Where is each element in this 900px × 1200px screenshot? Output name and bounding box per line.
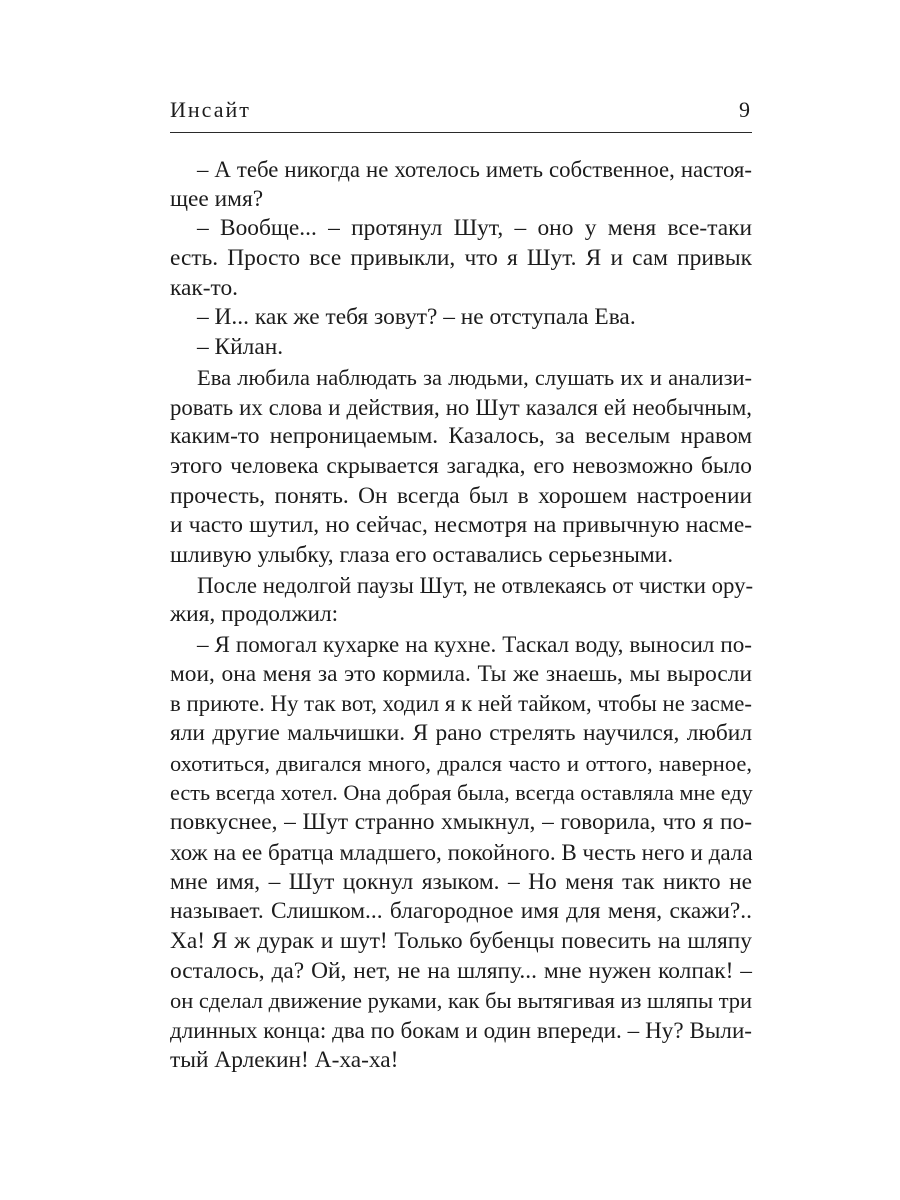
text-line: называет. Слишком... благородное имя для меня, скажи?..	[170, 898, 752, 925]
page-number: 9	[739, 97, 750, 122]
text-line: каким-то непроницаемым. Казалось, за веселым нравом	[170, 423, 752, 450]
text-line: длинных конца: два по бокам и один впереди. – Ну? Выли-	[170, 1016, 752, 1043]
text-line: прочесть, понять. Он всегда был в хорошем настроении	[170, 482, 752, 509]
text-line: Ха! Я ж дурак и шут! Только бубенцы повесить на шляпу	[170, 927, 752, 954]
text-line: он сделал движение руками, как бы вытягивая из шляпы три	[170, 988, 753, 1014]
text-line: яли другие мальчишки. Я рано стрелять научился, любил	[170, 720, 752, 747]
text-line: есть всегда хотел. Она добрая была, всегда оставляла мне еду	[170, 780, 753, 806]
text-line: есть. Просто все привыкли, что я Шут. Я и сам привык	[170, 245, 752, 272]
text-line: мне имя, – Шут цокнул языком. – Но меня так никто не	[170, 868, 752, 895]
text-line: – И... как же тебя зовут? – не отступала Ева.	[197, 304, 636, 331]
text-line: мои, она меня за это кормила. Ты же знаешь, мы выросли	[170, 660, 752, 687]
text-line: охотиться, двигался много, дрался часто и оттого, наверное,	[170, 750, 752, 776]
text-line: – Кйлан.	[197, 334, 284, 361]
text-line: После недолгой паузы Шут, не отвлекаясь от чистки ору-	[197, 572, 754, 598]
text-line: – Я помогал кухарке на кухне. Таскал воду, выносил по-	[197, 631, 752, 657]
running-title: Инсайт	[170, 97, 251, 122]
text-line: жия, продолжил:	[170, 601, 339, 628]
text-line: в приюте. Ну так вот, ходил я к ней тайком, чтобы не засме-	[170, 691, 752, 717]
text-line: – А тебе никогда не хотелось иметь собственное, настоя-	[197, 157, 752, 182]
text-line: осталось, да? Ой, нет, не на шляпу... мне нужен колпак! –	[170, 957, 752, 984]
text-line: щее имя?	[170, 185, 264, 212]
text-line: как-то.	[170, 274, 239, 301]
running-head	[170, 96, 752, 130]
header-rule	[170, 132, 752, 133]
text-line: ровать их слова и действия, но Шут казался ей необычным,	[170, 394, 752, 420]
text-line: хож на ее братца младшего, покойного. В честь него и дала	[170, 838, 753, 865]
text-line: и часто шутил, но сейчас, несмотря на привычную насме-	[170, 512, 752, 539]
text-line: тый Арлекин! А-ха-ха!	[170, 1046, 399, 1073]
text-line: – Вообще... – протянул Шут, – оно у меня все-таки	[197, 215, 752, 242]
text-line: этого человека скрывается загадка, его невозможно было	[170, 452, 752, 479]
text-line: шливую улыбку, глаза его оставались серьезными.	[170, 541, 674, 568]
body-text	[170, 155, 752, 1075]
text-line: повкуснее, – Шут странно хмыкнул, – говорила, что я по-	[170, 809, 752, 836]
text-line: Ева любила наблюдать за людьми, слушать их и анализи-	[197, 364, 752, 390]
